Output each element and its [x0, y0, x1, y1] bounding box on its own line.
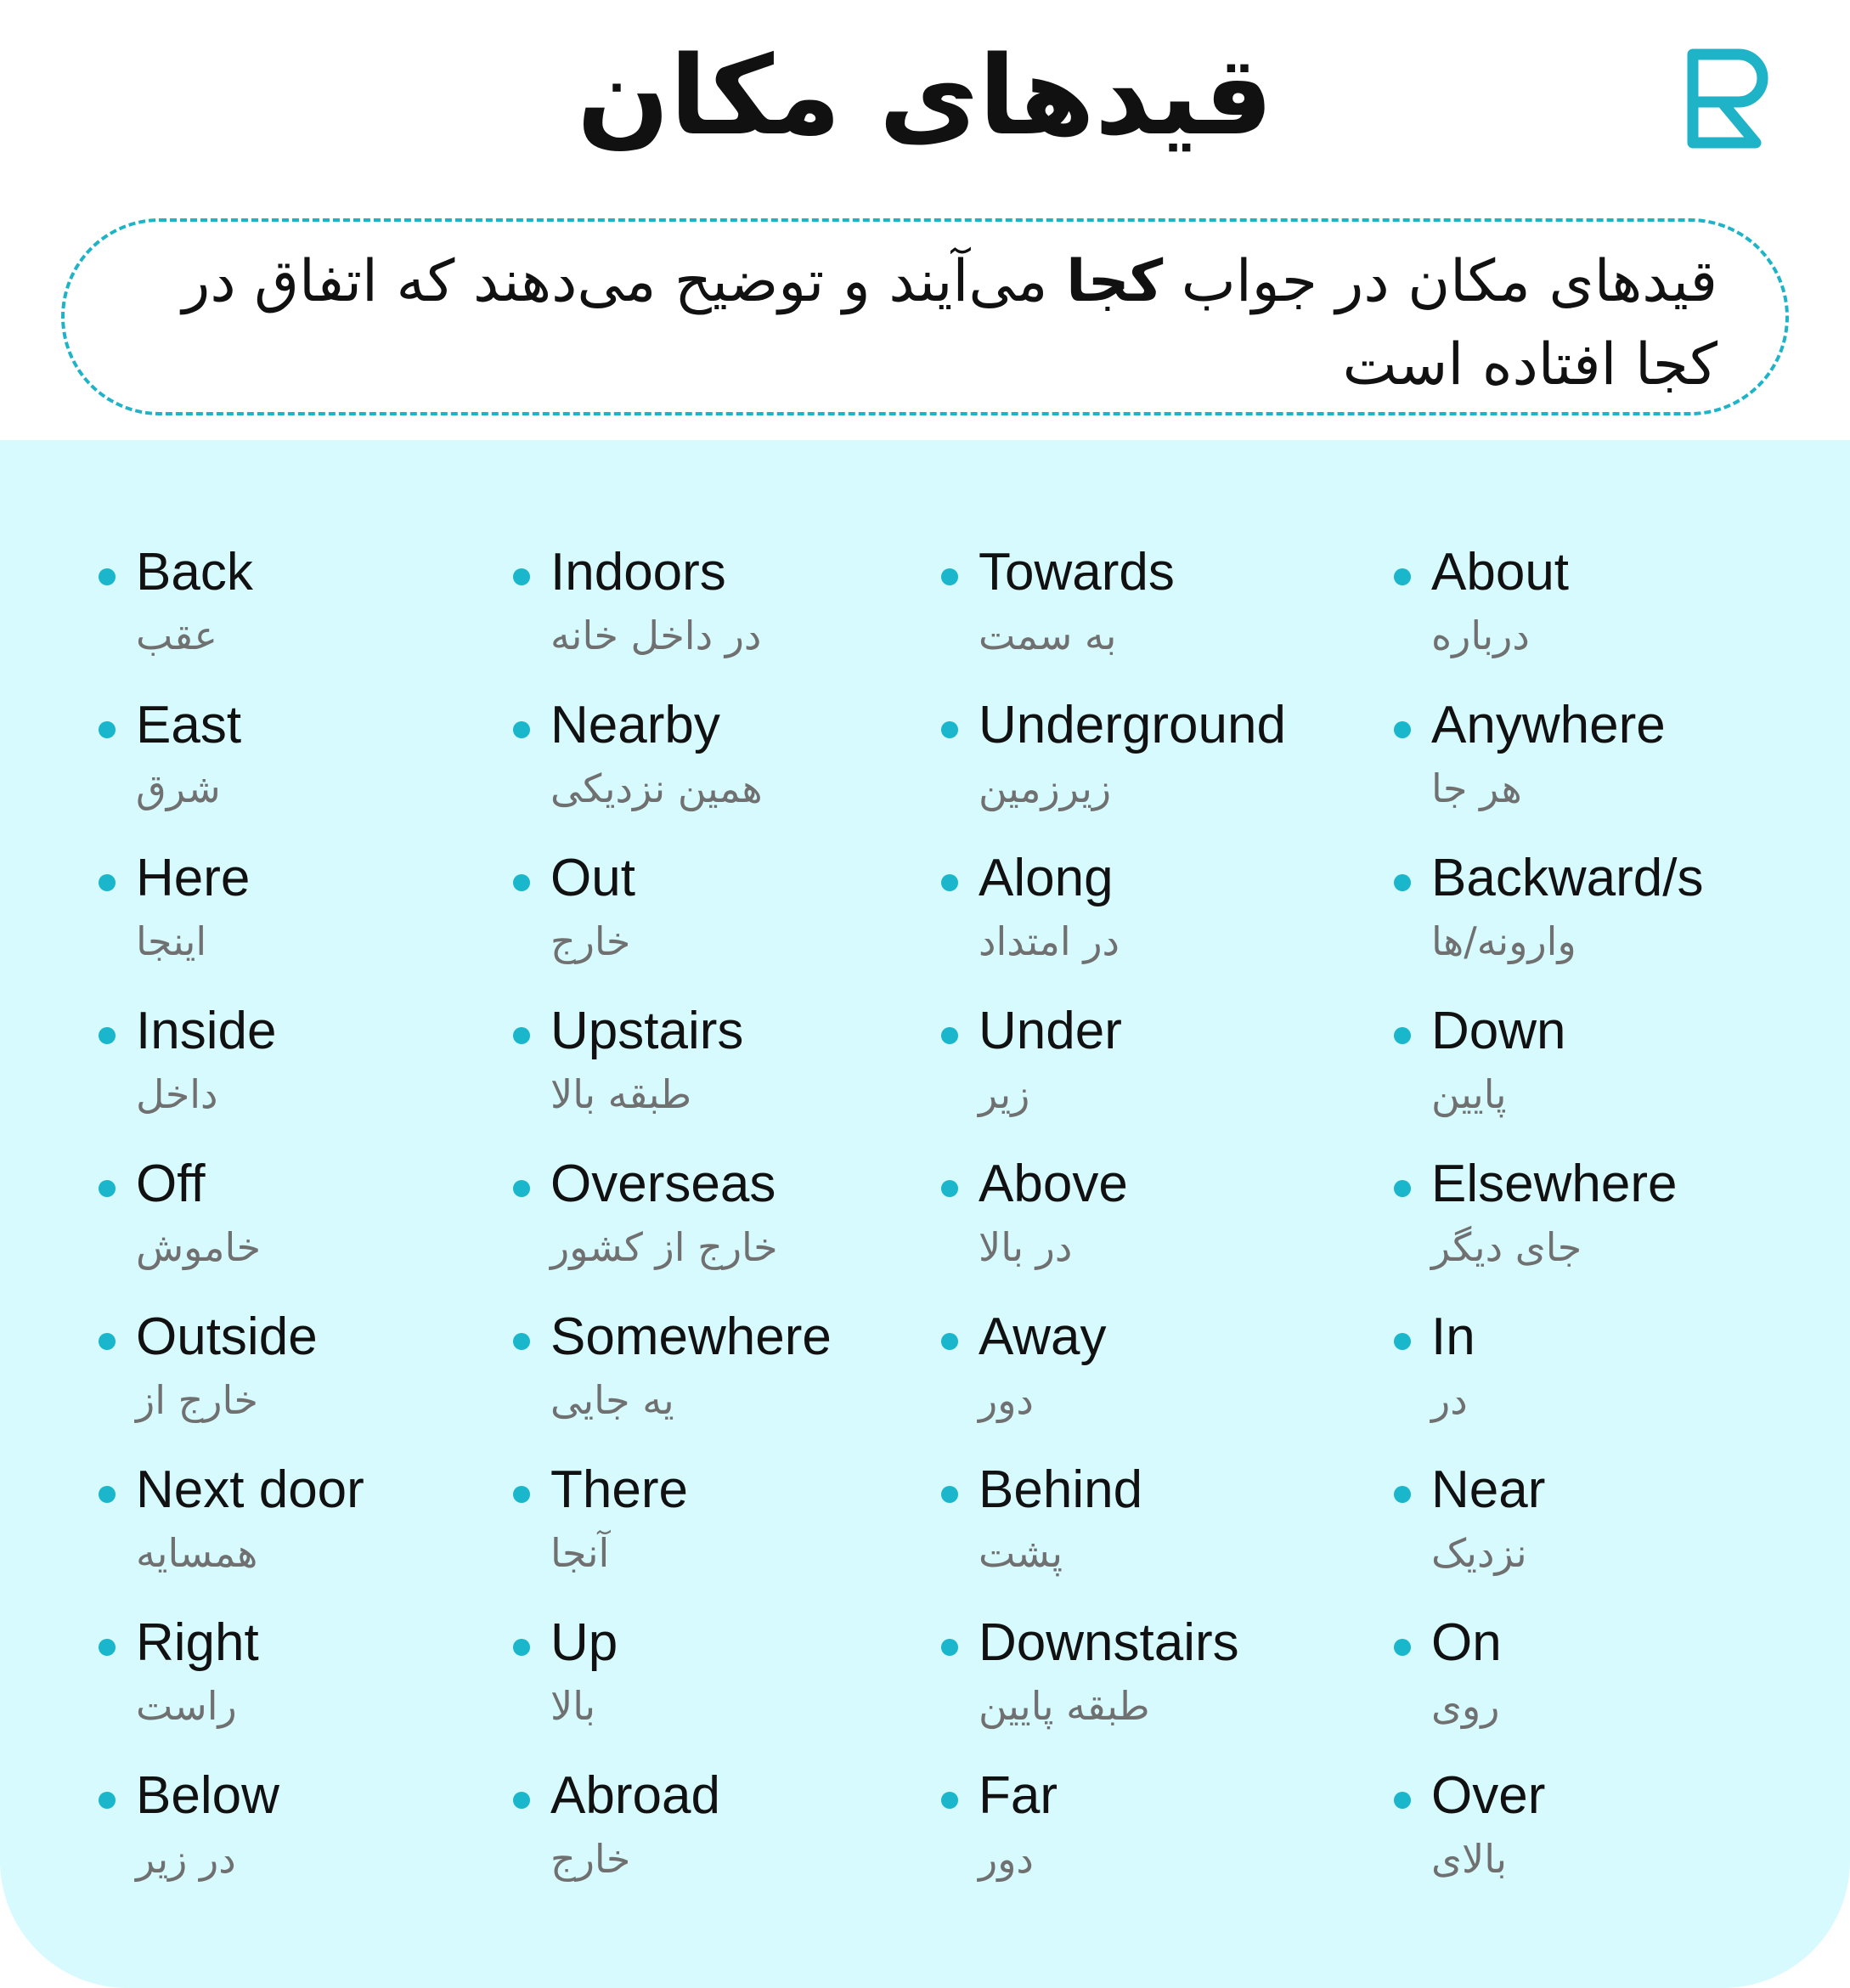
adverb-word: Near	[1431, 1460, 1546, 1519]
intro-box	[61, 218, 1789, 415]
bullet-icon	[1394, 1639, 1411, 1656]
bullet-icon	[513, 1027, 530, 1044]
bullet-icon	[1394, 1792, 1411, 1809]
bullet-icon	[513, 1180, 530, 1197]
adverb-word: Somewhere	[550, 1307, 832, 1366]
bullet-icon	[1394, 1486, 1411, 1503]
adverb-word: Up	[550, 1613, 618, 1672]
adverb-meaning: خارج از	[136, 1377, 258, 1423]
adverb-word: Overseas	[550, 1155, 776, 1213]
adverb-meaning: خارج از کشور	[550, 1224, 778, 1270]
adverb-meaning: همسایه	[136, 1530, 258, 1576]
bullet-icon	[99, 1486, 116, 1503]
bullet-icon	[513, 721, 530, 738]
adverb-word: Outside	[136, 1307, 318, 1366]
adverb-word: Far	[979, 1766, 1058, 1825]
page-title: قیدهای مکان	[577, 33, 1273, 160]
bullet-icon	[99, 721, 116, 738]
adverb-word: Anywhere	[1431, 696, 1666, 754]
adverb-word: Under	[979, 1002, 1122, 1060]
adverb-word: Nearby	[550, 696, 720, 754]
adverb-word: There	[550, 1460, 688, 1519]
bullet-icon	[513, 1639, 530, 1656]
adverb-meaning: بالای	[1431, 1836, 1508, 1882]
adverb-meaning: خاموش	[136, 1224, 262, 1270]
adverb-word: Back	[136, 543, 253, 601]
adverb-word: Out	[550, 849, 635, 907]
bullet-icon	[941, 1027, 958, 1044]
adverb-meaning: نزدیک	[1431, 1530, 1527, 1576]
bullet-icon	[941, 1333, 958, 1350]
adverb-meaning: اینجا	[136, 918, 207, 964]
adverb-meaning: خارج	[550, 918, 631, 964]
bullet-icon	[513, 874, 530, 891]
adverb-meaning: بالا	[550, 1683, 596, 1729]
adverb-word: Elsewhere	[1431, 1155, 1678, 1213]
adverb-meaning: طبقه پایین	[979, 1683, 1150, 1729]
adverb-meaning: به سمت	[979, 613, 1117, 658]
adverb-word: On	[1431, 1613, 1502, 1672]
adverb-meaning: در بالا	[979, 1224, 1073, 1270]
intro-text-start: قیدهای مکان در جواب	[1163, 248, 1717, 315]
adverb-word: Inside	[136, 1002, 277, 1060]
adverb-meaning: یه جایی	[550, 1377, 674, 1423]
adverb-word: Towards	[979, 543, 1175, 601]
adverb-word: Here	[136, 849, 251, 907]
adverb-meaning: شرق	[136, 765, 221, 811]
adverb-word: Backward/s	[1431, 849, 1704, 907]
bullet-icon	[513, 1486, 530, 1503]
adverb-word: Over	[1431, 1766, 1546, 1825]
adverb-word: Abroad	[550, 1766, 720, 1825]
vocabulary-panel	[0, 440, 1850, 1988]
adverb-meaning: داخل	[136, 1071, 218, 1117]
adverb-word: Off	[136, 1155, 206, 1213]
adverb-word: In	[1431, 1307, 1475, 1366]
adverb-meaning: هر جا	[1431, 765, 1522, 811]
bullet-icon	[941, 1792, 958, 1809]
adverb-meaning: پایین	[1431, 1071, 1507, 1117]
bullet-icon	[941, 1180, 958, 1197]
adverb-meaning: طبقه بالا	[550, 1071, 692, 1117]
adverb-meaning: دور	[979, 1836, 1034, 1882]
bullet-icon	[1394, 721, 1411, 738]
adverb-meaning: راست	[136, 1683, 237, 1729]
adverb-meaning: خارج	[550, 1836, 631, 1882]
adverb-word: About	[1431, 543, 1570, 601]
bullet-icon	[513, 568, 530, 585]
adverb-meaning: زیرزمین	[979, 765, 1112, 811]
adverb-word: Down	[1431, 1002, 1566, 1060]
adverb-word: Below	[136, 1766, 279, 1825]
adverb-word: Along	[979, 849, 1114, 907]
bullet-icon	[99, 1180, 116, 1197]
bullet-icon	[99, 874, 116, 891]
bullet-icon	[99, 1333, 116, 1350]
adverb-word: Next door	[136, 1460, 364, 1519]
adverb-meaning: دور	[979, 1377, 1034, 1423]
bullet-icon	[941, 874, 958, 891]
adverb-word: Away	[979, 1307, 1107, 1366]
bullet-icon	[99, 1027, 116, 1044]
intro-text-bold: کجا	[1066, 248, 1164, 315]
bullet-icon	[99, 1639, 116, 1656]
adverb-meaning: در امتداد	[979, 918, 1120, 964]
bullet-icon	[1394, 568, 1411, 585]
bullet-icon	[1394, 1027, 1411, 1044]
bullet-icon	[1394, 874, 1411, 891]
bullet-icon	[513, 1792, 530, 1809]
adverb-word: Downstairs	[979, 1613, 1239, 1672]
adverb-meaning: زیر	[979, 1071, 1030, 1117]
adverb-word: Underground	[979, 696, 1286, 754]
adverb-meaning: پشت	[979, 1530, 1063, 1576]
bullet-icon	[941, 721, 958, 738]
bullet-icon	[941, 1639, 958, 1656]
bullet-icon	[941, 1486, 958, 1503]
adverb-meaning: در	[1431, 1377, 1468, 1423]
adverb-word: Behind	[979, 1460, 1143, 1519]
adverb-meaning: در داخل خانه	[550, 613, 762, 658]
adverb-meaning: روی	[1431, 1683, 1500, 1729]
adverb-meaning: همین نزدیکی	[550, 765, 763, 811]
intro-text-end: می‌آیند و توضیح می‌دهند که اتفاق در کجا افتاده است	[182, 248, 1717, 398]
adverb-meaning: آنجا	[550, 1530, 610, 1576]
adverb-meaning: عقب	[136, 613, 217, 658]
adverb-word: Right	[136, 1613, 259, 1672]
bullet-icon	[99, 1792, 116, 1809]
adverb-meaning: جای دیگر	[1431, 1224, 1582, 1270]
adverb-meaning: وارونه/ها	[1431, 918, 1576, 964]
bullet-icon	[941, 568, 958, 585]
adverb-word: East	[136, 696, 242, 754]
adverb-word: Above	[979, 1155, 1128, 1213]
bullet-icon	[513, 1333, 530, 1350]
adverb-meaning: در زیر	[136, 1836, 236, 1882]
adverb-word: Upstairs	[550, 1002, 744, 1060]
adverb-meaning: درباره	[1431, 613, 1530, 658]
adverb-word: Indoors	[550, 543, 726, 601]
bullet-icon	[99, 568, 116, 585]
bullet-icon	[1394, 1333, 1411, 1350]
bullet-icon	[1394, 1180, 1411, 1197]
